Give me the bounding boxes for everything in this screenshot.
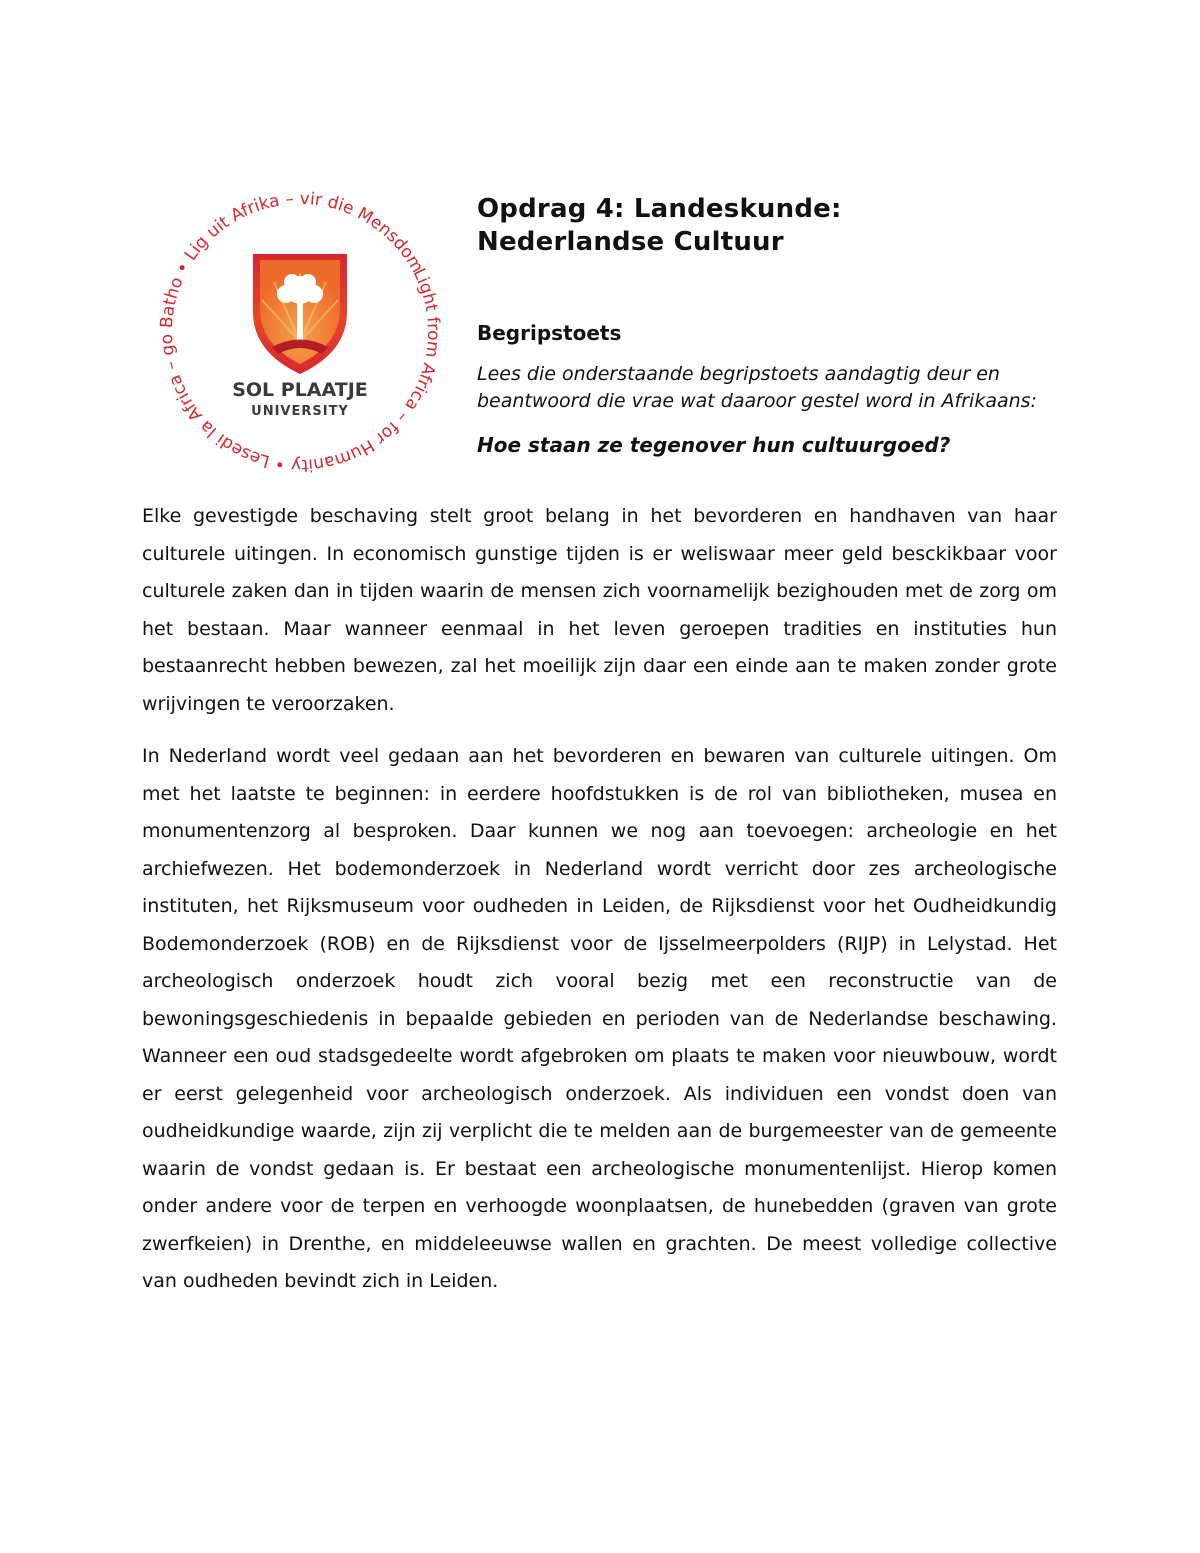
shield-emblem <box>253 254 347 374</box>
paragraph-1: Elke gevestigde beschaving stelt groot belang in het bevorderen en handhaven van haar culturele uitingen. In economisch gunstige tijden is er weliswaar meer geld besckikbaar voor culturele zaken dan in tijden waarin de mensen zich voornamelijk bezighouden met de zorg om het bestaan. Maar wanneer eenmaal in het leven geroepen tradities en instituties hun bestaanrecht hebben bewezen, zal het moeilijk zijn daar een einde aan te maken zonder grote wrijvingen te veroorzaken. <box>142 505 1057 715</box>
paragraph-2: In Nederland wordt veel gedaan aan het bevorderen en bewaren van culturele uitingen. Om met het laatste te beginnen: in eerdere hoofdstukken is de rol van bibliotheken, musea en monumentenzorg al besproken. Daar kunnen we nog aan toevoegen: archeologie en het archiefwezen. Het bodemonderzoek in Nederland wordt verricht door zes archeologische instituten, het Rijksmuseum voor oudheden in Leiden, de Rijksdienst voor het Oudheidkundig Bodemonderzoek (ROB) en de Rijksdienst voor de Ijsselmeerpolders (RIJP) in Lelystad. Het archeologisch onderzoek houdt zich vooral bezig met een reconstructie van de bewoningsgeschiedenis in bepaalde gebieden en perioden van de Nederlandse beschawing. Wanneer een oud stadsgedeelte wordt afgebroken om plaats te maken voor nieuwbouw, wordt er eerst gelegenheid voor archeologisch onderzoek. Als individuen een vondst doen van oudheidkundige waarde, zijn zij verplicht die te melden aan de burgemeester van de gemeente waarin de vondst gedaan is. Er bestaat een archeologische monumentenlijst. Hierop komen onder andere voor de terpen en verhoogde woonplaatsen, de hunebedden (graven van grote zwerfkeien) in Drenthe, en middeleeuwse wallen en grachten. De meest volledige collective van oudheden bevindt zich in Leiden. <box>142 745 1057 1292</box>
instructions: Lees die onderstaande begripstoets aandagtig deur en beantwoord die vrae wat daaroor gestel word in Afrikaans: <box>477 363 1037 412</box>
sol-plaatje-seal <box>150 182 450 482</box>
title-line-2: Nederlandse Cultuur <box>477 227 784 257</box>
logo-name-line2: UNIVERSITY <box>251 404 349 419</box>
university-logo <box>150 182 450 482</box>
logo-ring-text: Light from Africa – for Humanity • Lesedi la Africa – go Batho • Lig uit Afrika – vir die Mensdom <box>156 188 444 476</box>
logo-name-line1: SOL PLAATJE <box>232 379 368 401</box>
title-line-1: Opdrag 4: Landeskunde: <box>477 194 842 224</box>
reading-question: Hoe staan ze tegenover hun cultuurgoed? <box>477 433 951 457</box>
assignment-header <box>477 193 1077 459</box>
reading-text <box>142 498 1057 1301</box>
page-title <box>477 193 1077 259</box>
section-subtitle: Begripstoets <box>477 321 622 345</box>
